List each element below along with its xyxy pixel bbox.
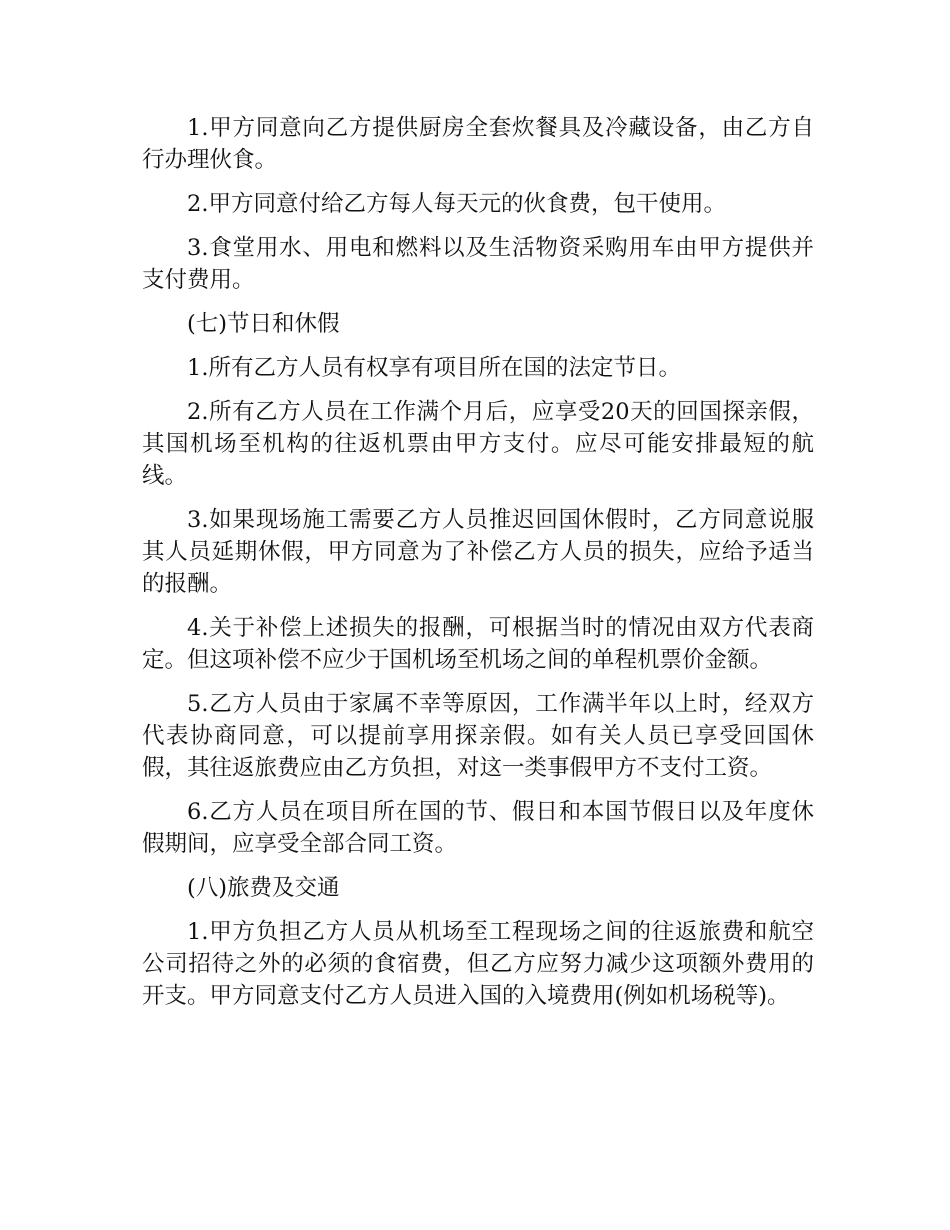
paragraph-meal-3: 3.食堂用水、用电和燃料以及生活物资采购用车由甲方提供并支付费用。 [142, 235, 814, 293]
paragraph-holiday-6: 6.乙方人员在项目所在国的节、假日和本国节假日以及年度休假期间，应享受全部合同工资。 [142, 799, 814, 857]
paragraph-holiday-1: 1.所有乙方人员有权享有项目所在国的法定节日。 [187, 355, 681, 381]
paragraph-holiday-5: 5.乙方人员由于家属不幸等原因，工作满半年以上时，经双方代表协商同意，可以提前享用探亲假。如有关人员已享受回国休假，其往返旅费应由乙方负担，对这一类事假甲方不支付工资。 [142, 691, 814, 781]
section-heading-travel: (八)旅费及交通 [187, 875, 340, 901]
paragraph-meal-1: 1.甲方同意向乙方提供厨房全套炊餐具及冷藏设备，由乙方自行办理伙食。 [142, 115, 814, 173]
paragraph-travel-1: 1.甲方负担乙方人员从机场至工程现场之间的往返旅费和航空公司招待之外的必须的食宿费，但乙方应努力减少这项额外费用的开支。甲方同意支付乙方人员进入国的入境费用(例如机场税等)。 [142, 919, 814, 1009]
paragraph-holiday-2: 2.所有乙方人员在工作满个月后，应享受20天的回国探亲假，其国机场至机构的往返机票由甲方支付。应尽可能安排最短的航线。 [142, 399, 814, 489]
paragraph-holiday-4: 4.关于补偿上述损失的报酬，可根据当时的情况由双方代表商定。但这项补偿不应少于国机场至机场之间的单程机票价金额。 [142, 615, 814, 673]
document-body [142, 112, 814, 1024]
paragraph-meal-2: 2.甲方同意付给乙方每人每天元的伙食费，包干使用。 [187, 191, 726, 217]
paragraph-holiday-3: 3.如果现场施工需要乙方人员推迟回国休假时，乙方同意说服其人员延期休假，甲方同意为了补偿乙方人员的损失，应给予适当的报酬。 [142, 507, 814, 597]
section-heading-holidays: (七)节日和休假 [187, 311, 340, 337]
